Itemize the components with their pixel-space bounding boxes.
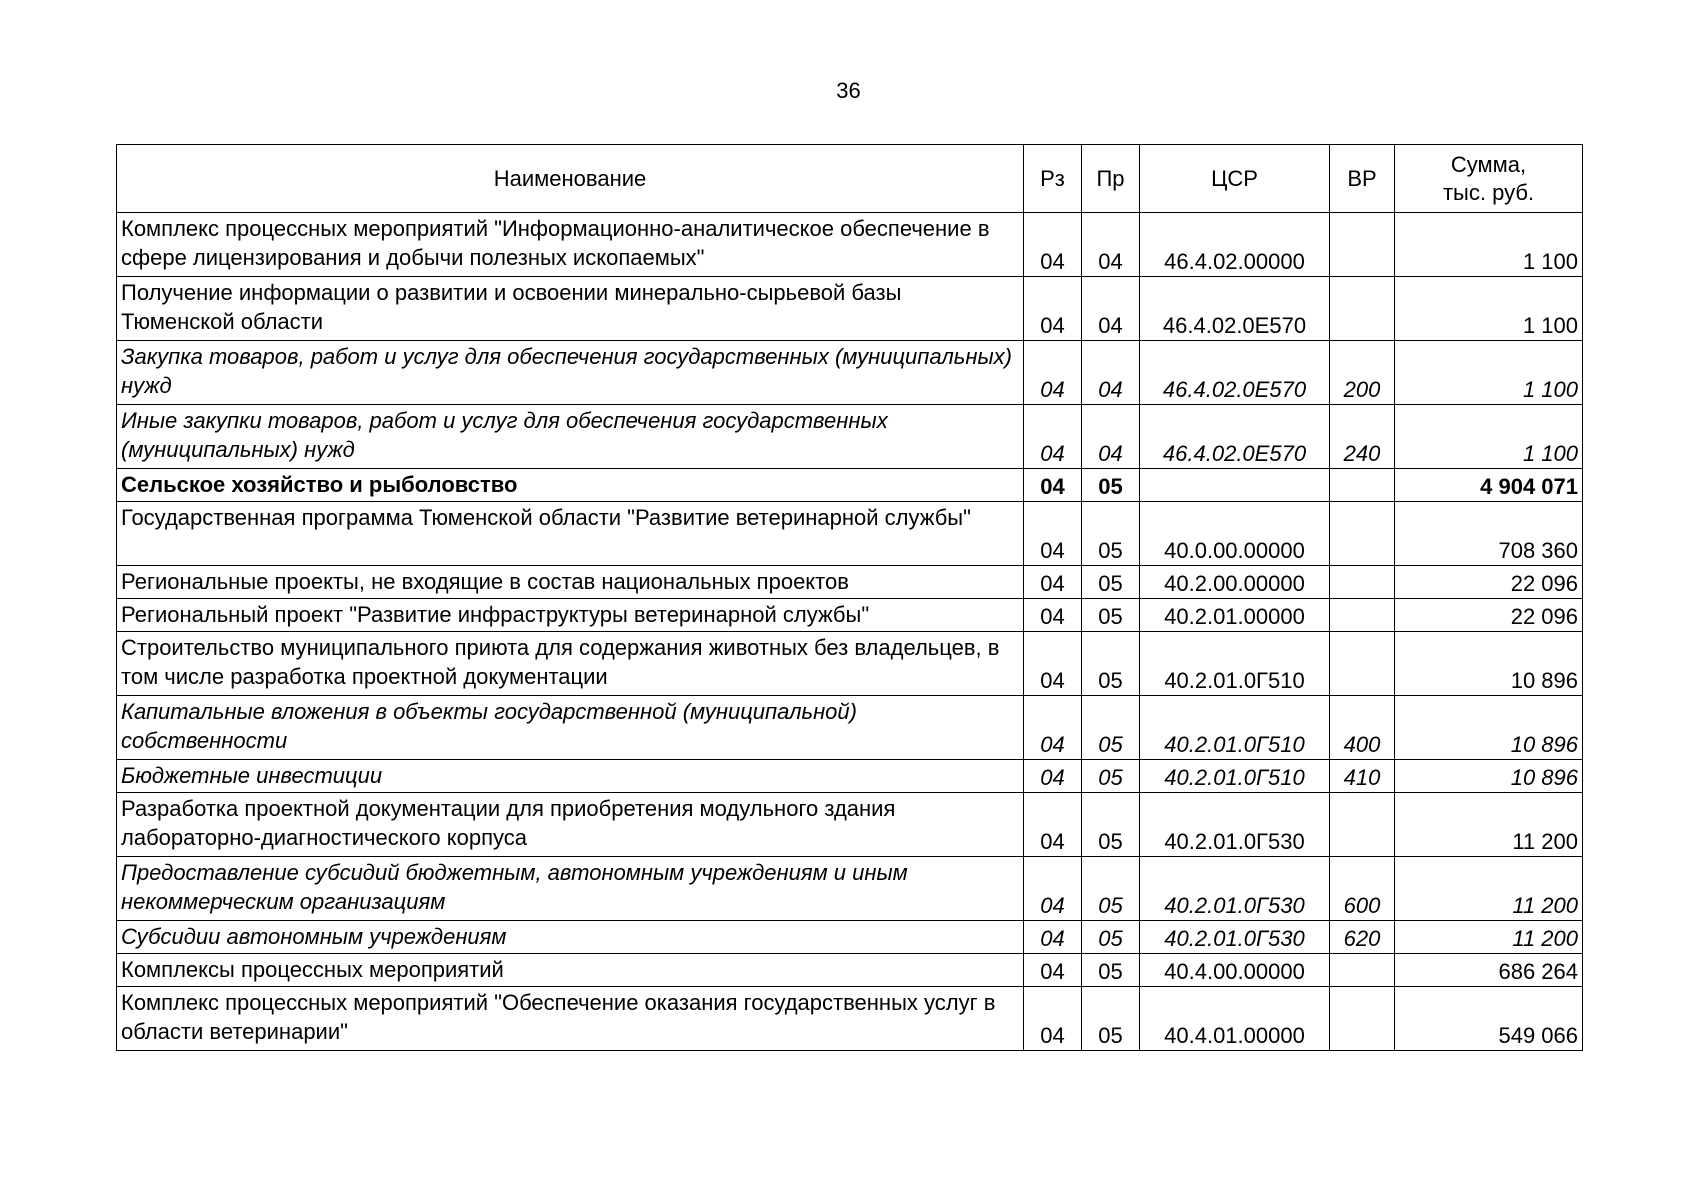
table-row xyxy=(117,696,1583,760)
cell-vr xyxy=(1330,987,1395,1051)
header-csr: ЦСР xyxy=(1140,145,1330,213)
cell-csr: 40.2.01.0Г510 xyxy=(1140,760,1330,793)
cell-sum: 686 264 xyxy=(1395,954,1583,987)
cell-vr: 200 xyxy=(1330,341,1395,405)
cell-csr: 40.2.01.0Г530 xyxy=(1140,793,1330,857)
cell-sum: 708 360 xyxy=(1395,502,1583,566)
cell-csr: 40.4.00.00000 xyxy=(1140,954,1330,987)
cell-rz: 04 xyxy=(1024,341,1082,405)
cell-name: Иные закупки товаров, работ и услуг для обеспечения государственных (муниципальных) нужд xyxy=(117,405,1024,469)
cell-csr: 46.4.02.0Е570 xyxy=(1140,341,1330,405)
header-sum-line1: Сумма, xyxy=(1450,152,1527,177)
cell-vr: 240 xyxy=(1330,405,1395,469)
cell-name: Бюджетные инвестиции xyxy=(117,760,1024,793)
header-sum-line2: тыс. руб. xyxy=(1442,180,1535,205)
table-row xyxy=(117,954,1583,987)
table-row xyxy=(117,566,1583,599)
table-row xyxy=(117,405,1583,469)
cell-sum: 1 100 xyxy=(1395,213,1583,277)
cell-csr: 40.2.01.0Г510 xyxy=(1140,696,1330,760)
cell-vr: 410 xyxy=(1330,760,1395,793)
cell-sum: 4 904 071 xyxy=(1395,469,1583,502)
cell-vr xyxy=(1330,599,1395,632)
cell-rz: 04 xyxy=(1024,599,1082,632)
cell-csr: 40.2.01.0Г510 xyxy=(1140,632,1330,696)
cell-vr xyxy=(1330,793,1395,857)
cell-pr: 05 xyxy=(1082,632,1140,696)
cell-csr: 40.2.01.00000 xyxy=(1140,599,1330,632)
cell-sum: 22 096 xyxy=(1395,599,1583,632)
cell-vr: 620 xyxy=(1330,921,1395,954)
cell-sum: 1 100 xyxy=(1395,405,1583,469)
cell-sum: 1 100 xyxy=(1395,341,1583,405)
cell-pr: 05 xyxy=(1082,857,1140,921)
cell-sum: 10 896 xyxy=(1395,632,1583,696)
cell-csr: 46.4.02.00000 xyxy=(1140,213,1330,277)
cell-vr xyxy=(1330,566,1395,599)
table-row xyxy=(117,341,1583,405)
cell-name: Сельское хозяйство и рыболовство xyxy=(117,469,1024,502)
cell-name: Региональные проекты, не входящие в состав национальных проектов xyxy=(117,566,1024,599)
cell-sum: 22 096 xyxy=(1395,566,1583,599)
cell-rz: 04 xyxy=(1024,277,1082,341)
cell-rz: 04 xyxy=(1024,954,1082,987)
cell-sum: 11 200 xyxy=(1395,921,1583,954)
header-row xyxy=(117,145,1583,213)
cell-name: Закупка товаров, работ и услуг для обеспечения государственных (муниципальных) нужд xyxy=(117,341,1024,405)
cell-csr: 46.4.02.0Е570 xyxy=(1140,277,1330,341)
cell-pr: 05 xyxy=(1082,921,1140,954)
cell-rz: 04 xyxy=(1024,987,1082,1051)
cell-pr: 05 xyxy=(1082,599,1140,632)
cell-vr xyxy=(1330,213,1395,277)
cell-rz: 04 xyxy=(1024,502,1082,566)
header-rz: Рз xyxy=(1024,145,1082,213)
cell-vr xyxy=(1330,469,1395,502)
table-row xyxy=(117,760,1583,793)
cell-rz: 04 xyxy=(1024,760,1082,793)
cell-sum: 11 200 xyxy=(1395,793,1583,857)
budget-table xyxy=(116,144,1583,1051)
cell-pr: 05 xyxy=(1082,502,1140,566)
table-row xyxy=(117,599,1583,632)
cell-name: Капитальные вложения в объекты государственной (муниципальной) собственности xyxy=(117,696,1024,760)
cell-csr: 46.4.02.0Е570 xyxy=(1140,405,1330,469)
table-row xyxy=(117,857,1583,921)
table-row xyxy=(117,632,1583,696)
cell-pr: 05 xyxy=(1082,793,1140,857)
cell-name: Получение информации о развитии и освоении минерально-сырьевой базы Тюменской области xyxy=(117,277,1024,341)
cell-rz: 04 xyxy=(1024,632,1082,696)
cell-pr: 05 xyxy=(1082,760,1140,793)
cell-name: Государственная программа Тюменской области "Развитие ветеринарной службы" xyxy=(117,502,1024,566)
cell-name: Комплекс процессных мероприятий "Обеспечение оказания государственных услуг в области ветеринарии" xyxy=(117,987,1024,1051)
cell-name: Разработка проектной документации для приобретения модульного здания лабораторно-диагностического корпуса xyxy=(117,793,1024,857)
cell-vr xyxy=(1330,502,1395,566)
cell-rz: 04 xyxy=(1024,793,1082,857)
cell-vr: 400 xyxy=(1330,696,1395,760)
cell-rz: 04 xyxy=(1024,857,1082,921)
cell-csr: 40.2.01.0Г530 xyxy=(1140,857,1330,921)
cell-rz: 04 xyxy=(1024,566,1082,599)
cell-pr: 04 xyxy=(1082,405,1140,469)
table-header xyxy=(117,145,1583,213)
header-pr: Пр xyxy=(1082,145,1140,213)
cell-sum: 1 100 xyxy=(1395,277,1583,341)
cell-csr: 40.0.00.00000 xyxy=(1140,502,1330,566)
cell-rz: 04 xyxy=(1024,213,1082,277)
page-number: 36 xyxy=(836,78,861,103)
cell-csr: 40.2.01.0Г530 xyxy=(1140,921,1330,954)
cell-sum: 11 200 xyxy=(1395,857,1583,921)
cell-pr: 05 xyxy=(1082,696,1140,760)
table-row xyxy=(117,987,1583,1051)
table-body xyxy=(117,213,1583,1051)
table-row xyxy=(117,213,1583,277)
cell-name: Предоставление субсидий бюджетным, автономным учреждениям и иным некоммерческим организациям xyxy=(117,857,1024,921)
cell-name: Субсидии автономным учреждениям xyxy=(117,921,1024,954)
cell-rz: 04 xyxy=(1024,921,1082,954)
cell-pr: 05 xyxy=(1082,987,1140,1051)
cell-sum: 549 066 xyxy=(1395,987,1583,1051)
cell-name: Комплексы процессных мероприятий xyxy=(117,954,1024,987)
table-row xyxy=(117,469,1583,502)
cell-name: Строительство муниципального приюта для содержания животных без владельцев, в том числе разработка проектной документации xyxy=(117,632,1024,696)
header-vr: ВР xyxy=(1330,145,1395,213)
cell-pr: 05 xyxy=(1082,469,1140,502)
table-row xyxy=(117,921,1583,954)
cell-csr: 40.2.00.00000 xyxy=(1140,566,1330,599)
cell-pr: 04 xyxy=(1082,213,1140,277)
cell-vr xyxy=(1330,954,1395,987)
cell-pr: 05 xyxy=(1082,954,1140,987)
cell-rz: 04 xyxy=(1024,405,1082,469)
cell-pr: 04 xyxy=(1082,277,1140,341)
header-name: Наименование xyxy=(117,145,1024,213)
cell-rz: 04 xyxy=(1024,696,1082,760)
cell-csr xyxy=(1140,469,1330,502)
cell-vr: 600 xyxy=(1330,857,1395,921)
cell-name: Комплекс процессных мероприятий "Информационно-аналитическое обеспечение в сфере лицензирования и добычи полезных ископаемых" xyxy=(117,213,1024,277)
cell-pr: 04 xyxy=(1082,341,1140,405)
cell-sum: 10 896 xyxy=(1395,760,1583,793)
table-row xyxy=(117,793,1583,857)
cell-rz: 04 xyxy=(1024,469,1082,502)
cell-vr xyxy=(1330,277,1395,341)
table-row xyxy=(117,277,1583,341)
cell-name: Региональный проект "Развитие инфраструктуры ветеринарной службы" xyxy=(117,599,1024,632)
cell-csr: 40.4.01.00000 xyxy=(1140,987,1330,1051)
cell-pr: 05 xyxy=(1082,566,1140,599)
cell-vr xyxy=(1330,632,1395,696)
table-row xyxy=(117,502,1583,566)
header-sum xyxy=(1395,145,1583,213)
cell-sum: 10 896 xyxy=(1395,696,1583,760)
